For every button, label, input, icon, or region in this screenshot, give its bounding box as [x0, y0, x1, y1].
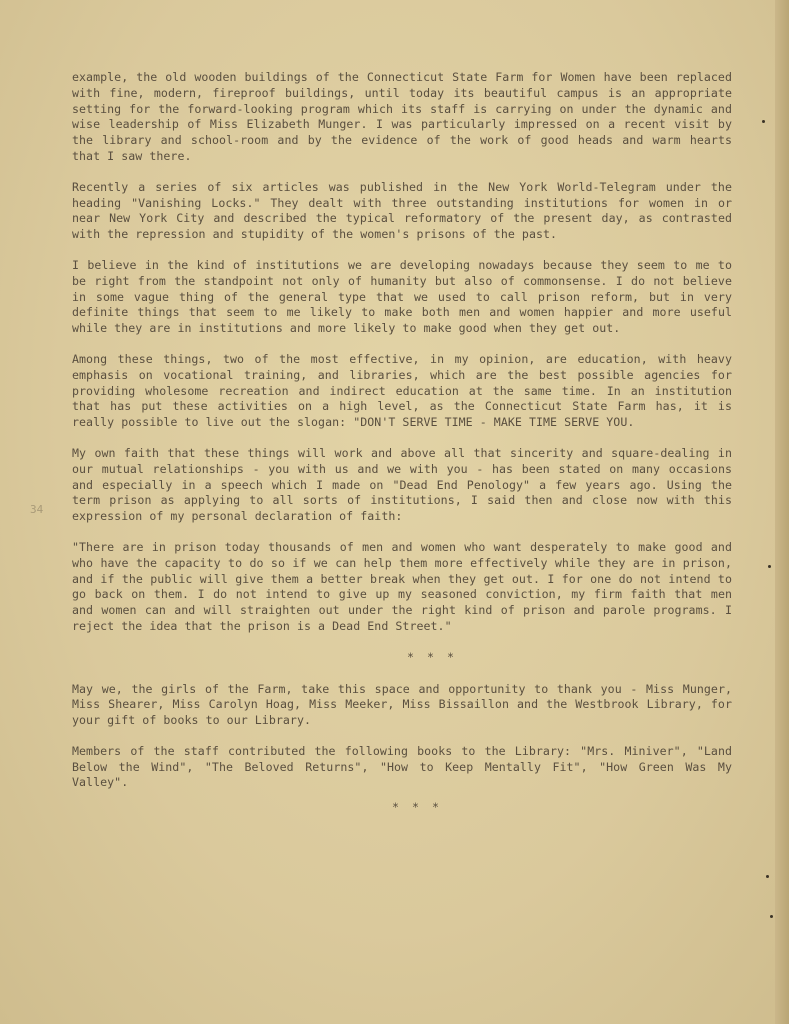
ink-speck	[762, 120, 765, 123]
paragraph-thanks: May we, the girls of the Farm, take this space and opportunity to thank you - Miss Munger, Miss Shearer, Miss Carolyn Hoag, Miss Meeker, Miss Bissaillon and the Westbrook Library, for your gift of books to our Library.	[72, 681, 732, 728]
ink-speck	[768, 565, 771, 568]
paragraph-book-list: Members of the staff contributed the following books to the Library: "Mrs. Miniver", "Land Below the Wind", "The Beloved Returns", "How to Keep Mentally Fit", "How Green Was My Valley".	[72, 743, 732, 790]
section-separator: * * *	[407, 649, 457, 664]
page-number: 34	[30, 503, 44, 516]
page-edge	[775, 0, 789, 1024]
paragraph-declaration-quote: "There are in prison today thousands of men and women who want desperately to make good and who have the capacity to do so if we can help them more effectively while they are in prison, and if the public will give them a better break when they get out. I for one do not intend to go back on them. I do not intend to give up my seasoned conviction, my firm faith that men and women can and will straighten out under the right kind of prison and parole programs. I reject the idea that the prison is a Dead End Street."	[72, 539, 732, 633]
paragraph-education-libraries: Among these things, two of the most effective, in my opinion, are education, with heavy emphasis on vocational training, and libraries, which are the best possible agencies for providing wholesome recreation and indirect education at the same time. In an institution that has put these activities on a high level, as the Connecticut State Farm has, it is really possible to live out the slogan: "DON'T SERVE TIME - MAKE TIME SERVE YOU.	[72, 351, 732, 430]
paragraph-vanishing-locks: Recently a series of six articles was published in the New York World-Telegram under the heading "Vanishing Locks." They dealt with three outstanding institutions for women in or near New York City and described the typical reformatory of the present day, as contrasted with the repression and stupidity of the women's prisons of the past.	[72, 179, 732, 242]
paragraph-campus: example, the old wooden buildings of the Connecticut State Farm for Women have been replaced with fine, modern, fireproof buildings, until today its beautiful campus is an appropriate setting for the forward-looking program which its staff is carrying on under the dynamic and wise leadership of Miss Elizabeth Munger. I was particularly impressed on a recent visit by the library and school-room and by the evidence of the work of good heads and warm hearts that I saw there.	[72, 70, 732, 163]
end-separator: * * *	[392, 800, 442, 815]
paragraph-faith: My own faith that these things will work and above all that sincerity and square-dealing in our mutual relationships - you with us and we with you - has been stated on many occasions and especially in a speech which I made on "Dead End Penology" a few years ago. Using the term prison as applying to all sorts of institutions, I said then and close now with this expression of my personal declaration of faith:	[72, 445, 732, 524]
typed-text-body	[72, 70, 732, 832]
ink-speck	[766, 875, 769, 878]
paragraph-belief: I believe in the kind of institutions we are developing nowadays because they seem to me to be right from the standpoint not only of humanity but also of commonsense. I do not believe in some vague thing of the general type that we used to call prison reform, but in very definite things that seem to me likely to make both men and women happier and more useful while they are in institutions and more likely to make good when they get out.	[72, 257, 732, 336]
ink-speck	[770, 915, 773, 918]
